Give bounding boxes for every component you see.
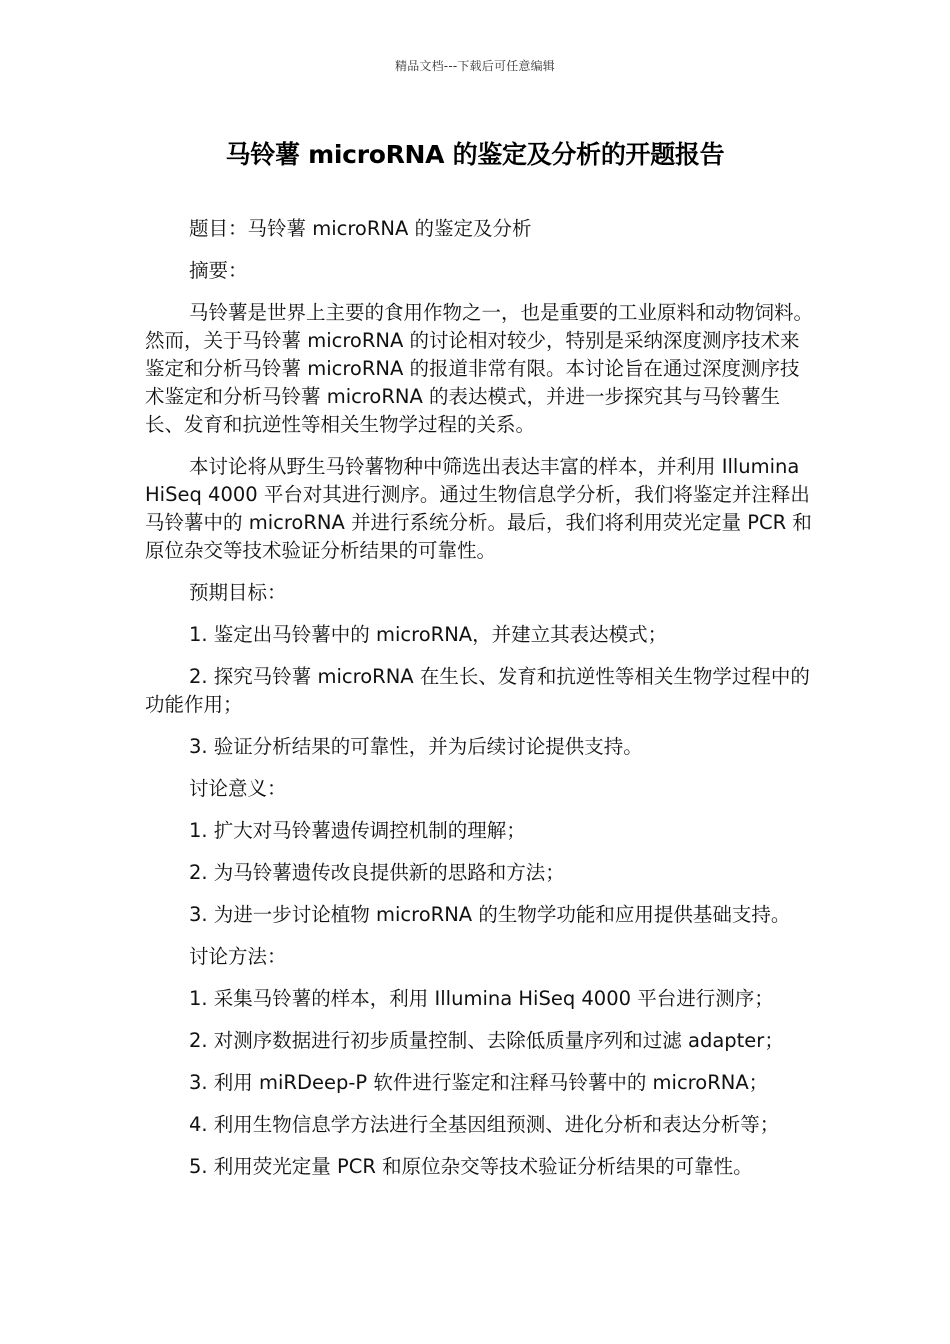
significance-item-2: 2. 为马铃薯遗传改良提供新的思路和方法； bbox=[189, 861, 565, 884]
abstract-paragraph-2: 本讨论将从野生马铃薯物种中筛选出表达丰富的样本，并利用 Illumina HiSeq 4000 平台对其进行测序。通过生物信息学分析，我们将鉴定并注释出马铃薯中的 microRNA 并进行系统分析。最后，我们将利用荧光定量 PCR 和原位杂交等技术验证分析结果的可靠性。 bbox=[145, 455, 812, 562]
methods-heading: 讨论方法： bbox=[189, 945, 287, 968]
method-item-2: 2. 对测序数据进行初步质量控制、去除低质量序列和过滤 adapter； bbox=[189, 1029, 784, 1052]
significance-item-1: 1. 扩大对马铃薯遗传调控机制的理解； bbox=[189, 819, 526, 842]
goals-heading: 预期目标： bbox=[189, 581, 287, 604]
method-item-1: 1. 采集马铃薯的样本，利用 Illumina HiSeq 4000 平台进行测序； bbox=[189, 987, 774, 1010]
significance-item-3: 3. 为进一步讨论植物 microRNA 的生物学功能和应用提供基础支持。 bbox=[189, 903, 791, 926]
abstract-heading: 摘要： bbox=[189, 259, 248, 282]
goal-item-3: 3. 验证分析结果的可靠性，并为后续讨论提供支持。 bbox=[189, 735, 643, 758]
document-title: 马铃薯 microRNA 的鉴定及分析的开题报告 bbox=[225, 140, 725, 169]
goal-item-2: 2. 探究马铃薯 microRNA 在生长、发育和抗逆性等相关生物学过程中的功能作用； bbox=[145, 665, 810, 716]
document-body bbox=[145, 215, 815, 1195]
goal-item-1: 1. 鉴定出马铃薯中的 microRNA，并建立其表达模式； bbox=[189, 623, 668, 646]
page-header: 精品文档---下载后可任意编辑 bbox=[395, 59, 555, 73]
topic-line: 题目：马铃薯 microRNA 的鉴定及分析 bbox=[189, 217, 532, 240]
method-item-3: 3. 利用 miRDeep-P 软件进行鉴定和注释马铃薯中的 microRNA； bbox=[189, 1071, 769, 1094]
abstract-paragraph-1: 马铃薯是世界上主要的食用作物之一，也是重要的工业原料和动物饲料。然而，关于马铃薯 microRNA 的讨论相对较少，特别是采纳深度测序技术来鉴定和分析马铃薯 microRNA 的报道非常有限。本讨论旨在通过深度测序技术鉴定和分析马铃薯 microRNA 的表达模式，并进一步探究其与马铃薯生长、发育和抗逆性等相关生物学过程的关系。 bbox=[145, 301, 814, 436]
method-item-4: 4. 利用生物信息学方法进行全基因组预测、进化分析和表达分析等； bbox=[189, 1113, 780, 1136]
method-item-5: 5. 利用荧光定量 PCR 和原位杂交等技术验证分析结果的可靠性。 bbox=[189, 1155, 753, 1178]
significance-heading: 讨论意义： bbox=[189, 777, 287, 800]
